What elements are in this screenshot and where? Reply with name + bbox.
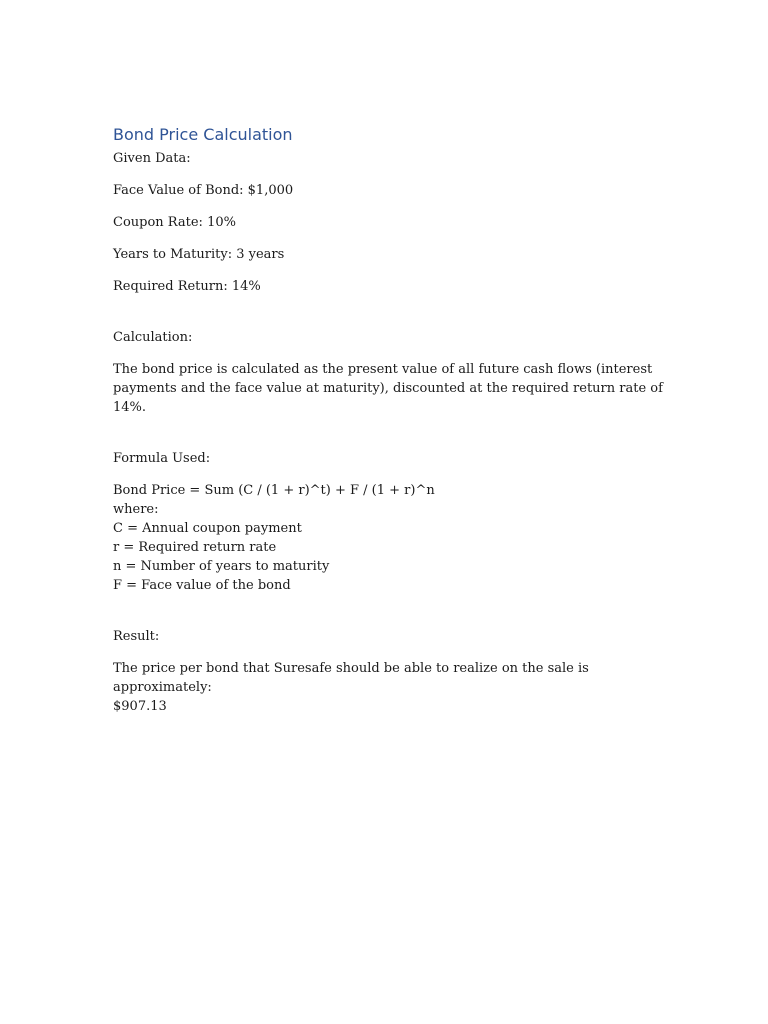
- calculation-text: The bond price is calculated as the present value of all future cash flows (interest payments and the face value at maturity), discounted at the required return rate of 14%.: [113, 362, 663, 415]
- formula-heading: Formula Used:: [113, 451, 211, 466]
- given-item-years-to-maturity: Years to Maturity: 3 years: [113, 247, 285, 262]
- given-item-coupon-rate: Coupon Rate: 10%: [113, 215, 236, 230]
- result-text: The price per bond that Suresafe should be able to realize on the sale is approximately:: [113, 661, 589, 695]
- formula-line: where:: [113, 502, 159, 517]
- formula-line: Bond Price = Sum (C / (1 + r)^t) + F / (1 + r)^n: [113, 483, 435, 498]
- formula-line: F = Face value of the bond: [113, 578, 291, 593]
- given-item-required-return: Required Return: 14%: [113, 279, 261, 294]
- document-title: Bond Price Calculation: [113, 125, 293, 144]
- given-item-face-value: Face Value of Bond: $1,000: [113, 183, 294, 198]
- result-block: [113, 659, 673, 716]
- calculation-heading: Calculation:: [113, 330, 193, 345]
- result-heading: Result:: [113, 629, 160, 644]
- document-page: [113, 124, 673, 716]
- given-data-heading: Given Data:: [113, 151, 191, 166]
- formula-line: r = Required return rate: [113, 540, 277, 555]
- formula-line: C = Annual coupon payment: [113, 521, 302, 536]
- formula-block: [113, 481, 673, 595]
- formula-line: n = Number of years to maturity: [113, 559, 330, 574]
- result-value: $907.13: [113, 699, 167, 714]
